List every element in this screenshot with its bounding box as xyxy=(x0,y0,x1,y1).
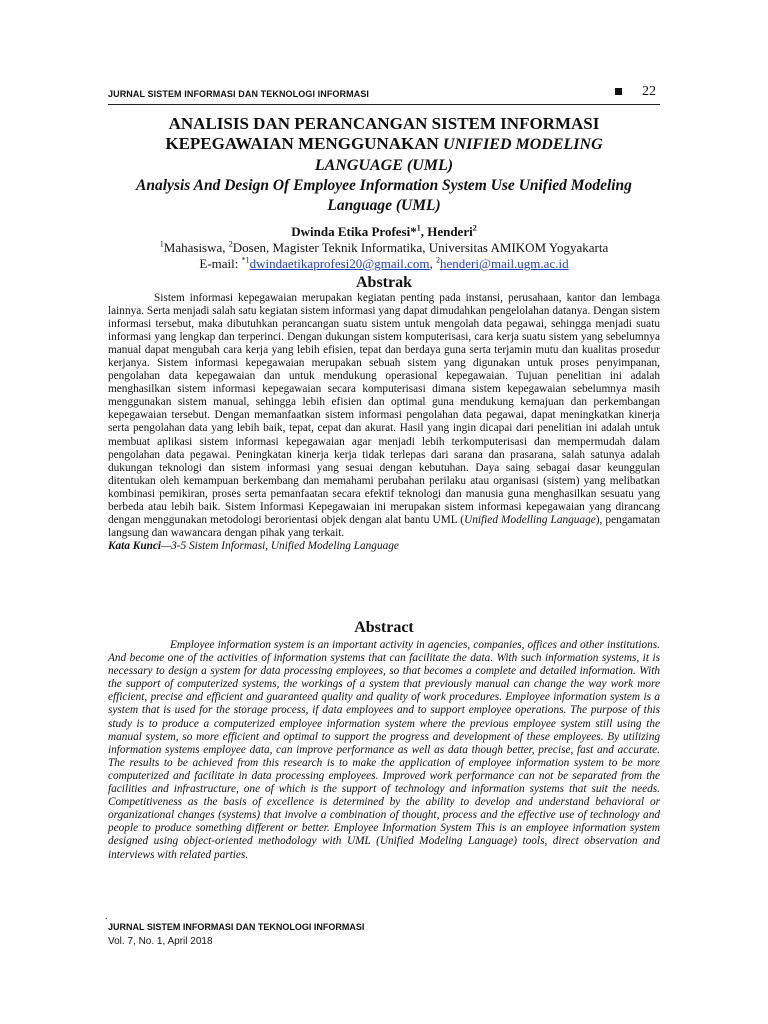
author-names xyxy=(108,224,660,240)
footer-dot: . xyxy=(105,911,108,922)
paper-page xyxy=(105,0,660,1024)
affiliation-sup-2: 2 xyxy=(228,239,233,249)
header-journal-name: JURNAL SISTEM INFORMASI DAN TEKNOLOGI INFORMASI xyxy=(108,89,370,99)
abstrak-paragraph xyxy=(108,292,660,540)
affiliation xyxy=(108,240,660,256)
title-id-line3-italic: LANGUAGE (UML) xyxy=(314,157,454,174)
email-sup-1: *1 xyxy=(241,255,250,265)
affiliation-sup-1: 1 xyxy=(159,239,164,249)
abstrak-section xyxy=(108,292,660,553)
email-line xyxy=(108,256,660,272)
author-1: Dwinda Etika Profesi* xyxy=(291,224,417,239)
title-id-line2: KEPEGAWAIAN MENGGUNAKAN xyxy=(165,134,444,153)
title-id-line2-italic: UNIFIED MODELING xyxy=(443,136,603,153)
authors-block xyxy=(108,224,660,272)
abstract-section xyxy=(108,639,660,862)
abstrak-text-end: ), pengamatan langsung dan wawancara dengan pihak yang terkait. xyxy=(108,513,660,539)
email-label: E-mail: xyxy=(199,256,242,271)
abstrak-text: Sistem informasi kepegawaian merupakan kegiatan penting pada instansi, perusahaan, kantor dan lembaga lainnya. Serta menjadi salah satu kegiatan sistem informasi yang dapat dimudahkan pengelolahan datanya. Dengan sistem informasi tersebut, maka dibutuhkan perancangan suatu sistem untuk mengolah data pegawai, sehingga menjadi suatu informasi yang lengkap dan terperinci. Dengan dukungan sistem komputerisasi, cara kerja suatu sistem yang sebelumnya manual dapat mengubah cara kerja yang lebih efisien, tepat dan berdaya guna serta terjamin mutu dan kualitas prosedur kerjanya. Sistem informasi kepegawaian merupakan sebuah sistem yang digunakan untuk proses penyimpanan, pengolahan data kepegawaian dan untuk mendukung operasional kepegawaian. Tujuan penelitian ini adalah menghasilkan sistem informasi kepegawaian secara komputerisasi dimana sistem kepegawaian sebelumnya masih menggunakan sistem manual, sehingga lebih efisien dan optimal guna mendukung kemajuan dan perkembangan kepegawaian tersebut. Dengan memanfaatkan sistem informasi pengolahan data pegawai, dapat meningkatkan kinerja serta pengolahan data yang lebih baik, tepat, cepat dan akurat. Hasil yang ingin dicapai dari penelitian ini adalah untuk membuat aplikasi sistem informasi kepegawaian agar menjadi lebih terkomputerisasi dan mempermudah dalam pengolahan data pegawai. Peningkatan kinerja kerja tidak terlepas dari sarana dan prasarana, salah satunya adalah dukungan teknologi dan sistem informasi yang sesuai dengan kebutuhan. Daya saing sebagai dasar keunggulan ditentukan oleh kemampuan berkembang dan memahami perubahan perilaku atau organisasi (sistem) yang melibatkan kombinasi pemikiran, proses serta pemanfaatan secara efektif teknologi dan manusia guna menghasilkan sesuatu yang berbeda atau lebih baik. Sistem Informasi Kepegawaian ini merupakan sistem informasi kepegawaian yang dirancang dengan menggunakan metodologi berorientasi objek dengan alat bantu UML ( xyxy=(108,292,660,526)
email-link-2[interactable]: henderi@mail.ugm.ac.id xyxy=(440,256,569,271)
title-block xyxy=(108,114,660,216)
keywords xyxy=(108,540,660,553)
email-separator: , xyxy=(429,256,436,271)
author-1-sup: 1 xyxy=(416,223,421,233)
abstract-paragraph: Employee information system is an important activity in agencies, companies, offices and other institutions. And become one of the activities of information systems that can facilitate the data. With such information systems, it is necessary to design a system for data processing employees, so that becomes a complete and detailed information. With the support of computerized systems, the workings of a system that previously manual can change the way work more efficient, precise and efficient and guaranteed quality and quality of work procedures. Employee information system is a system that is used for the storage process, if data employees and to support employee operations. The purpose of this study is to produce a computerized employee information system where the previous employee system still using the manual system, so more efficient and optimal to support the progress and development of these employees. By utilizing information systems employee data, can improve performance as well as data though better, precise, fast and accurate. The results to be achieved from this research is to make the application of employee information system to be more computerized and facilitate in data processing employees. Improved work performance can not be separated from the facilities and infrastructure, one of which is the support of technology and information systems that suit the needs. Competitiveness as the basis of excellence is determined by the ability to develop and understand behavioral or organizational changes (systems) that involve a combination of thought, process and the effective use of technology and people to produce something different or better. Employee Information System This is an employee information system designed using object-oriented methodology with UML (Unified Modeling Language) tools, direct observation and interviews with related parties. xyxy=(108,639,660,861)
email-link-1[interactable]: dwindaetikaprofesi20@gmail.com xyxy=(249,256,430,271)
title-indonesian xyxy=(108,114,660,176)
page-number: 22 xyxy=(642,84,656,99)
page-header xyxy=(108,84,660,105)
author-2-sup: 2 xyxy=(472,223,477,233)
email-sup-2: 2 xyxy=(436,255,440,265)
affiliation-text-1: Mahasiswa, xyxy=(163,240,229,255)
black-square-icon xyxy=(615,88,622,95)
title-english: Analysis And Design Of Employee Information System Use Unified Modeling Language (UML) xyxy=(136,177,632,214)
abstract-heading: Abstract xyxy=(354,619,414,636)
affiliation-text-2: Dosen, Magister Teknik Informatika, Universitas AMIKOM Yogyakarta xyxy=(232,240,609,255)
abstrak-italic-term: Unified Modelling Language xyxy=(464,513,596,526)
footer-volume: Vol. 7, No. 1, April 2018 xyxy=(108,936,213,947)
author-separator: , xyxy=(420,224,428,239)
title-id-line1: ANALISIS DAN PERANCANGAN SISTEM INFORMASI xyxy=(168,114,600,133)
keywords-label: Kata Kunci xyxy=(108,539,162,552)
author-2: Henderi xyxy=(427,224,473,239)
keywords-text: —3-5 Sistem Informasi, Unified Modeling Language xyxy=(161,539,399,552)
abstrak-heading: Abstrak xyxy=(355,274,412,291)
footer-journal-name: JURNAL SISTEM INFORMASI DAN TEKNOLOGI INFORMASI xyxy=(108,922,365,932)
